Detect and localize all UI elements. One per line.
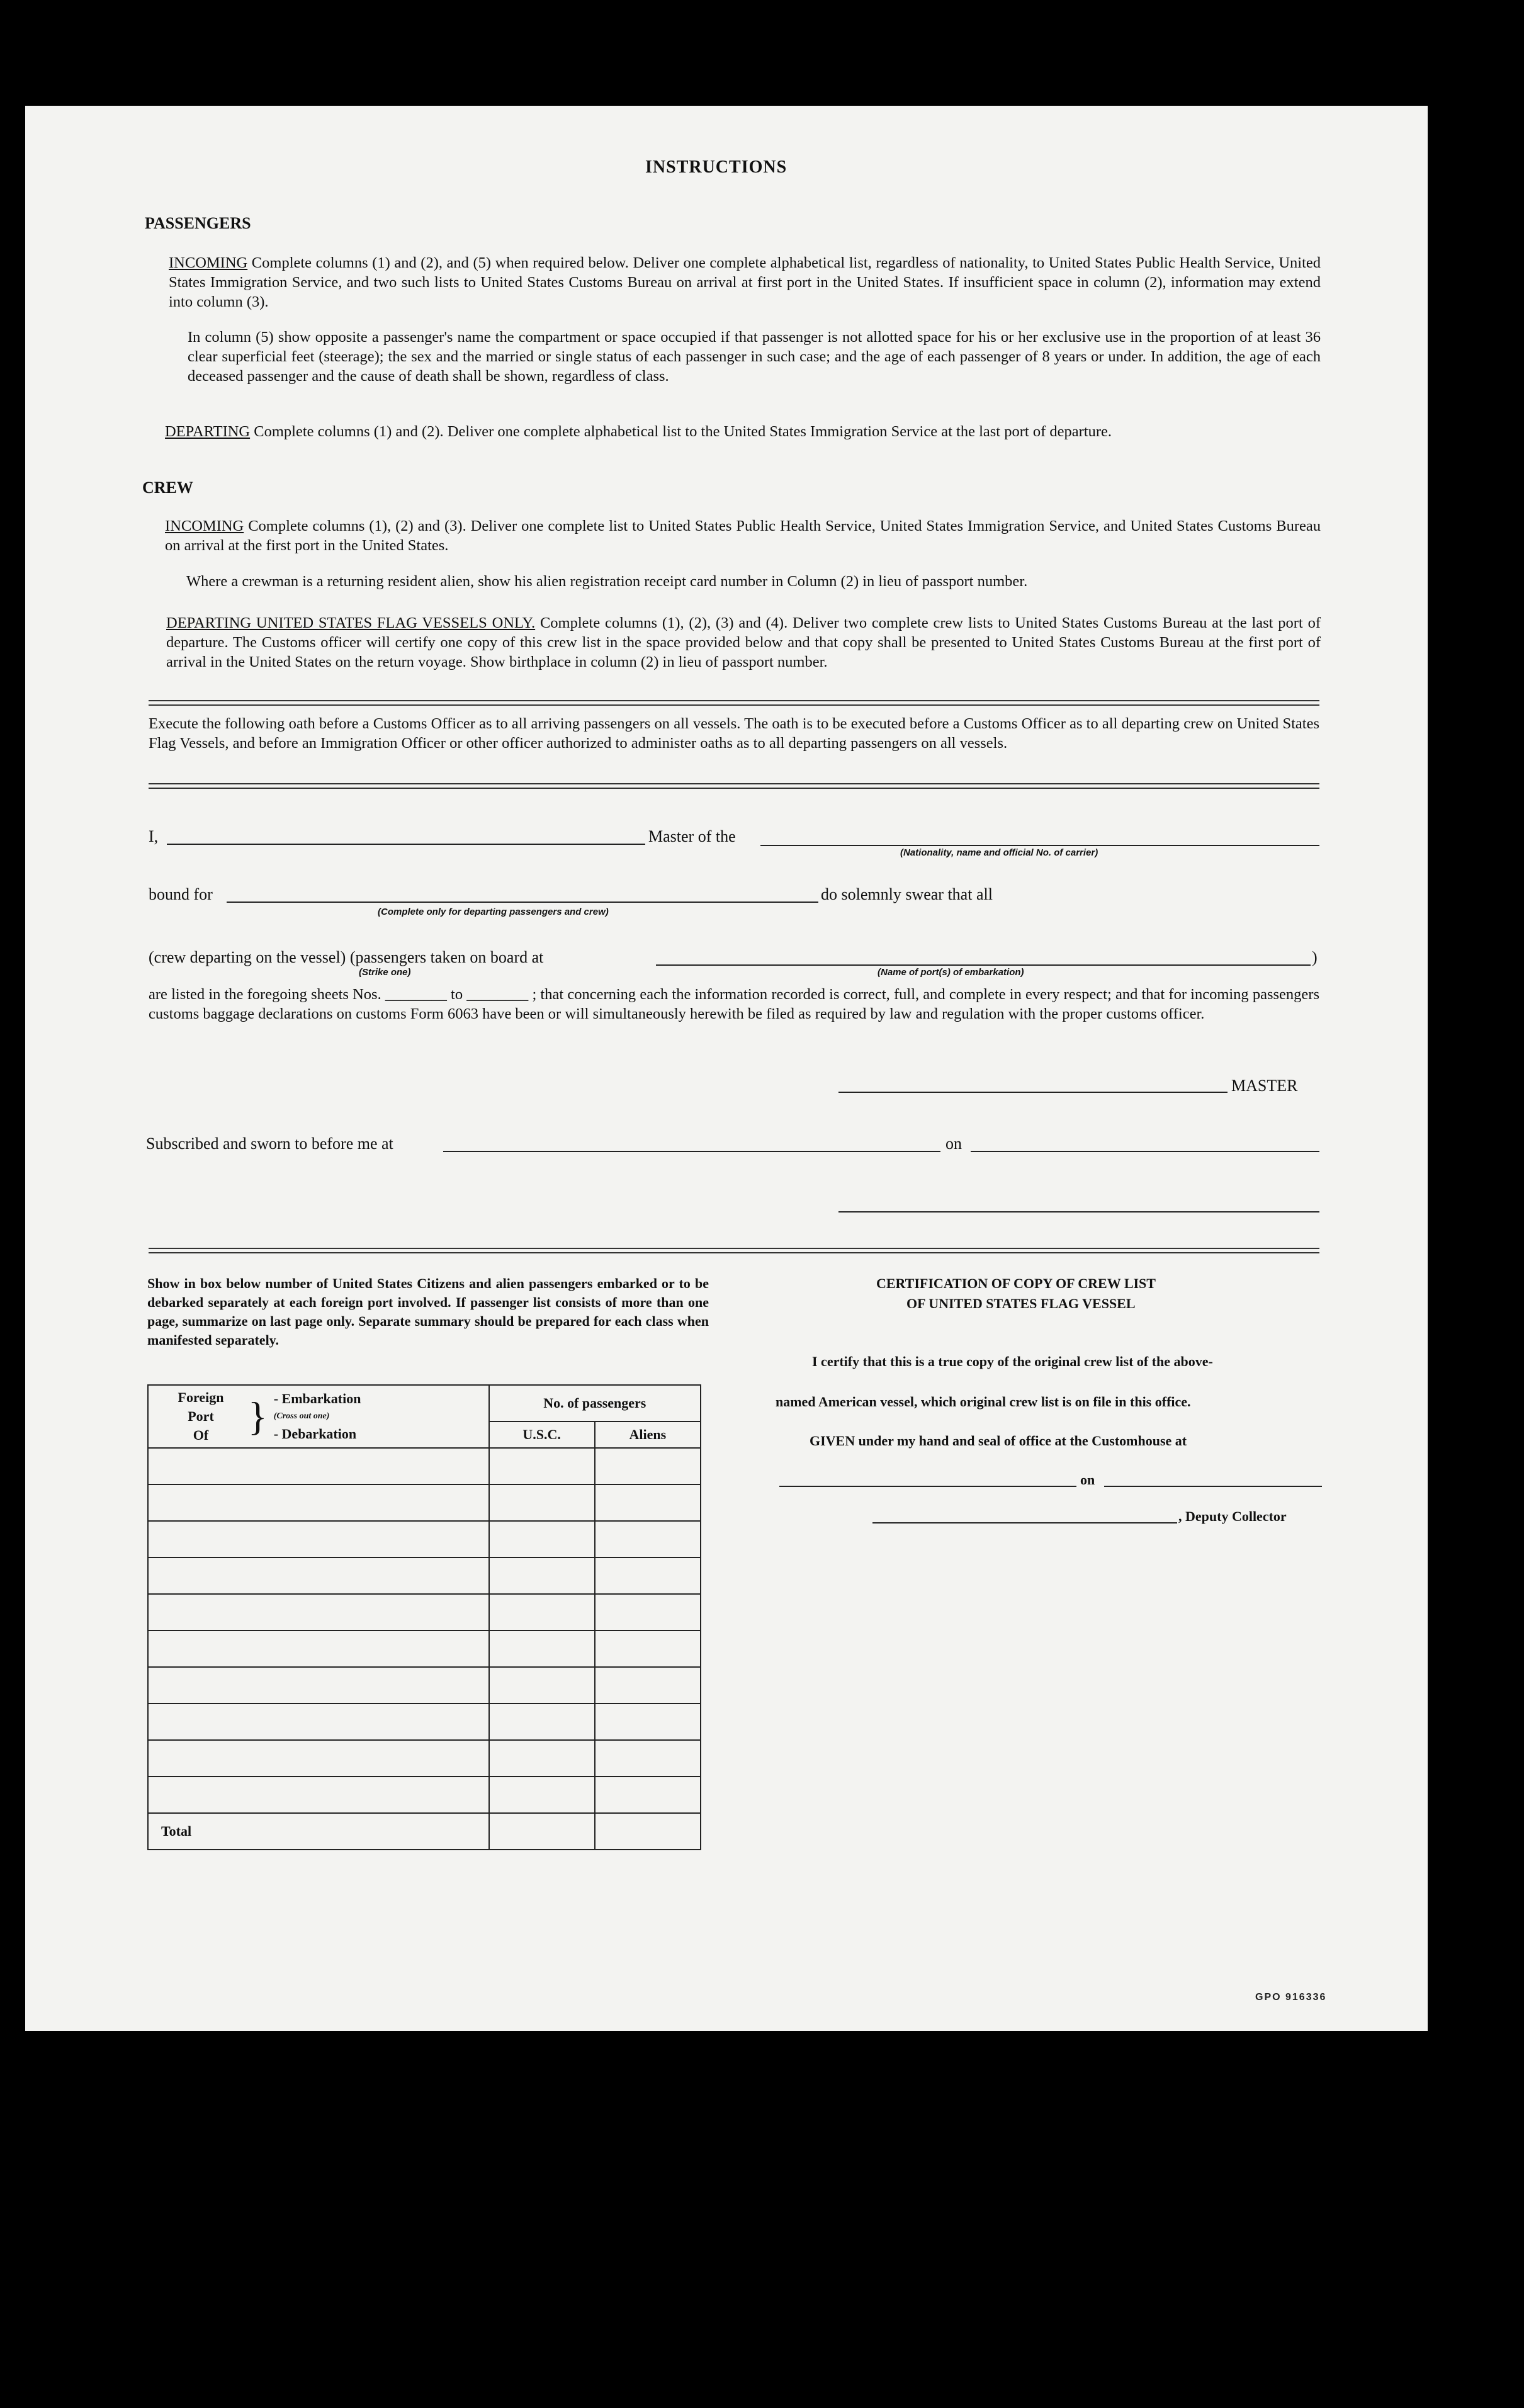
swear-label: do solemnly swear that all	[821, 885, 993, 903]
complete-caption: (Complete only for departing passengers and crew)	[378, 907, 609, 917]
total-label: Total	[148, 1813, 489, 1850]
certification-line-2: named American vessel, which original crew list is on file in this office.	[776, 1394, 1191, 1410]
customhouse-field[interactable]	[779, 1486, 1076, 1487]
passengers-heading: PASSENGERS	[145, 214, 251, 232]
gpo-code: GPO 916336	[1255, 1992, 1327, 2003]
divider	[149, 783, 1319, 789]
nationality-caption: (Nationality, name and official No. of carrier)	[900, 847, 1098, 858]
carrier-field[interactable]	[760, 845, 1319, 846]
certification-line-1: I certify that this is a true copy of the original crew list of the above-	[812, 1354, 1213, 1369]
close-paren: )	[1312, 948, 1318, 966]
foreign-port-header	[148, 1385, 489, 1448]
debarkation-label: - Debarkation	[273, 1426, 357, 1442]
certification-subheading: OF UNITED STATES FLAG VESSEL	[906, 1296, 1136, 1311]
table-row[interactable]	[148, 1740, 701, 1777]
no-passengers-header: No. of passengers	[489, 1385, 701, 1422]
master-name-field[interactable]	[167, 844, 645, 845]
crew-flag-instruction	[166, 613, 1321, 672]
table-row[interactable]	[148, 1484, 701, 1521]
table-row[interactable]	[148, 1777, 701, 1813]
table-row[interactable]	[148, 1667, 701, 1704]
certification-heading: CERTIFICATION OF COPY OF CREW LIST	[876, 1275, 1156, 1291]
page-title: INSTRUCTIONS	[645, 157, 787, 177]
certification-on-label: on	[1080, 1472, 1095, 1488]
summary-instruction: Show in box below number of United States Citizens and alien passengers embarked or to be debarked separately at each foreign port involved. If passenger list consists of more than one page, summarize on last page only. Separate summary should be prepared for each class when manifested separately.	[147, 1275, 709, 1348]
passengers-departing-text: Complete columns (1) and (2). Deliver one complete alphabetical list to the United States Immigration Service at the last port of departure.	[250, 423, 1112, 440]
passengers-column5-instruction: In column (5) show opposite a passenger's name the compartment or space occupied if that passenger is not allotted space for his or her exclusive use in the proportion of at least 36 clear superficial feet (steerage); the sex and the married or single status of each passenger in such case; and the age of each passenger of 8 years or under. In addition, the age of each deceased passenger and the cause of death shall be shown, regardless of class.	[188, 329, 1321, 385]
subscribed-date-field[interactable]	[971, 1151, 1319, 1152]
master-label: MASTER	[1231, 1077, 1298, 1095]
crew-heading: CREW	[142, 478, 193, 497]
crew-flag-lead: DEPARTING UNITED STATES FLAG VESSELS ONLY.	[166, 614, 536, 631]
bound-for-label: bound for	[149, 885, 213, 903]
deputy-collector-label: , Deputy Collector	[1178, 1508, 1287, 1524]
master-of-the-label: Master of the	[648, 827, 736, 845]
subscribed-label: Subscribed and sworn to before me at	[146, 1134, 393, 1153]
aliens-header: Aliens	[595, 1422, 701, 1448]
cross-out-caption: (Cross out one)	[273, 1411, 330, 1421]
passengers-incoming-lead: INCOMING	[169, 254, 248, 271]
certification-line-3: GIVEN under my hand and seal of office at the Customhouse at	[810, 1433, 1187, 1449]
table-row[interactable]	[148, 1631, 701, 1667]
strike-caption: (Strike one)	[359, 967, 411, 978]
crew-incoming-text: Complete columns (1), (2) and (3). Deliver one complete list to United States Public Health Service, United States Immigration Service, and United States Customs Bureau on arrival at the first port in the United States.	[165, 517, 1321, 554]
port-label: Port	[188, 1408, 214, 1424]
officer-signature-field[interactable]	[838, 1211, 1319, 1212]
bound-for-field[interactable]	[227, 902, 818, 903]
usc-header: U.S.C.	[489, 1422, 595, 1448]
table-row[interactable]	[148, 1704, 701, 1740]
crew-flag-text: Complete columns (1), (2), (3) and (4). Deliver two complete crew lists to United States Customs Bureau at the last port of departure. The Customs officer will certify one copy of this crew list in the space provided below and that copy shall be presented to United States Customs Bureau at the first port of arrival in the United States on the return voyage. Show birthplace in column (2) in lieu of passport number.	[166, 614, 1321, 670]
table-row[interactable]	[148, 1521, 701, 1557]
crew-passengers-label: (crew departing on the vessel) (passengers taken on board at	[149, 948, 544, 966]
total-row[interactable]	[148, 1813, 701, 1850]
passengers-incoming-instruction	[169, 253, 1321, 312]
form-page	[25, 106, 1428, 2031]
foreign-label: Foreign	[178, 1389, 224, 1405]
subscribed-place-field[interactable]	[443, 1151, 940, 1152]
embarkation-port-field[interactable]	[656, 964, 1311, 966]
embarkation-label: - Embarkation	[273, 1391, 361, 1406]
passengers-departing-instruction	[165, 422, 1321, 441]
port-caption: (Name of port(s) of embarkation)	[878, 967, 1024, 978]
table-row[interactable]	[148, 1594, 701, 1631]
crew-incoming-lead: INCOMING	[165, 517, 244, 534]
passengers-incoming-text: Complete columns (1) and (2), and (5) when required below. Deliver one complete alphabetical list, regardless of nationality, to United States Public Health Service, United States Immigration Service, and two such lists to United States Customs Bureau on arrival at first port in the United States. If insufficient space in column (2), information may extend into column (3).	[169, 254, 1321, 310]
oath-i-label: I,	[149, 827, 159, 845]
certification-date-field[interactable]	[1104, 1486, 1322, 1487]
table-row[interactable]	[148, 1557, 701, 1594]
passengers-departing-lead: DEPARTING	[165, 423, 251, 440]
crew-incoming-instruction	[165, 516, 1321, 555]
oath-instruction: Execute the following oath before a Customs Officer as to all arriving passengers on all vessels. The oath is to be executed before a Customs Officer as to all departing crew on United States Flag Vessels, and before an Immigration Officer or other officer authorized to administer oaths as to all departing passengers on all vessels.	[149, 715, 1319, 752]
table-row[interactable]	[148, 1448, 701, 1484]
divider	[149, 1248, 1319, 1253]
on-label: on	[945, 1134, 962, 1153]
deputy-signature-field[interactable]	[872, 1522, 1177, 1523]
passenger-summary-table	[147, 1384, 701, 1850]
divider	[149, 700, 1319, 706]
master-signature-field[interactable]	[838, 1092, 1228, 1093]
oath-listed-statement: are listed in the foregoing sheets Nos. ________ to ________ ; that concerning each the information recorded is correct, full, and complete in every respect; and that for incoming passengers customs baggage declarations on customs Form 6063 have been or will simultaneously herewith be filed as required by law and regulation with the proper customs officer.	[149, 986, 1319, 1022]
brace-glyph: }	[248, 1394, 268, 1439]
crew-resident-instruction: Where a crewman is a returning resident alien, show his alien registration receipt card number in Column (2) in lieu of passport number.	[186, 573, 1028, 590]
of-label: Of	[193, 1427, 209, 1443]
